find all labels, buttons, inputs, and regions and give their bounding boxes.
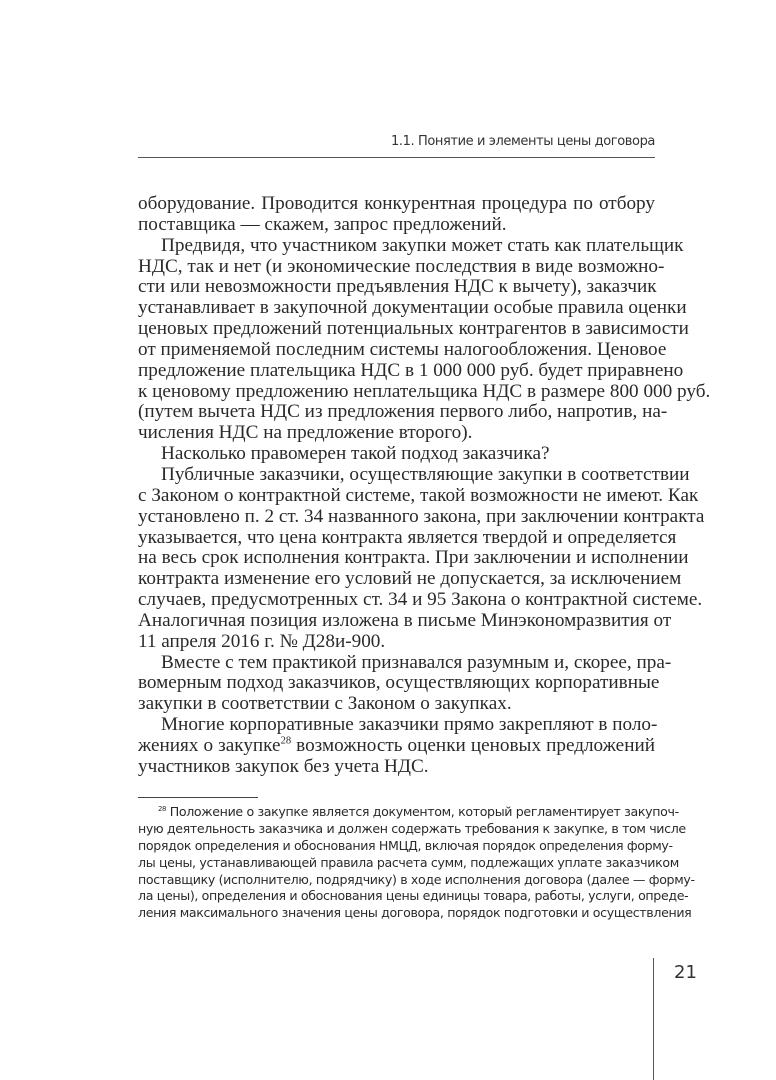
text-line: Многие корпоративные заказчики прямо закрепляют в поло-: [161, 714, 658, 736]
text-line: от применяемой последним системы налогообложения. Ценовое: [138, 338, 667, 360]
text-line: сти или невозможности предъявления НДС к вычету), заказчик: [138, 276, 657, 298]
text-line: числения НДС на предложение второго).: [138, 422, 473, 444]
text-line: (путем вычета НДС из предложения первого либо, напротив, на-: [138, 401, 668, 423]
text-line: вомерным подход заказчиков, осуществляющих корпоративные: [138, 672, 660, 694]
text-line: поставщика — скажем, запрос предложений.: [138, 213, 507, 235]
text-line: установлено п. 2 ст. 34 названного закона, при заключении контракта: [138, 505, 705, 527]
text-line: поставщику (исполнителю, подрядчику) в ходе исполнения договора (далее — форму-: [138, 871, 695, 887]
text-line: Предвидя, что участником закупки может стать как плательщик: [161, 234, 684, 256]
text-line: ления максимального значения цены договора, порядок подготовки и осуществления: [138, 905, 692, 921]
text-line: устанавливает в закупочной документации особые правила оценки: [138, 297, 687, 319]
text-line: контракта изменение его условий не допускается, за исключением: [138, 568, 682, 590]
text-line: 11 апреля 2016 г. № Д28и-900.: [138, 630, 386, 652]
text-line: Публичные заказчики, осуществляющие закупки в соответствии: [161, 463, 690, 485]
text-segment: Положение о закупке является документом, который регламентирует закупоч-: [166, 804, 679, 819]
text-line: ла цены), определения и обоснования цены единицы товара, работы, услуги, опреде-: [138, 888, 689, 904]
text-line: случаев, предусмотренных ст. 34 и 95 Закона о контрактной системе.: [138, 589, 703, 611]
text-line: с Законом о контрактной системе, такой возможности не имеют. Как: [138, 484, 699, 506]
page-number: 21: [674, 962, 697, 983]
paragraph: [138, 463, 705, 653]
text-line: лы цены, устанавливающей правила расчета сумм, подлежащих уплате заказчиком: [138, 854, 679, 870]
text-segment: жениях о закупке: [138, 734, 281, 756]
text-segment: возможность оценки ценовых предложений: [291, 734, 655, 756]
footnote-ref: 28: [158, 805, 167, 814]
text-line: [138, 804, 679, 821]
footnote-ref: 28: [280, 735, 292, 747]
page-number-rule: [653, 958, 654, 1080]
text-line: НДС, так и нет (и экономические последствия в виде возможно-: [138, 255, 665, 277]
paragraph: [138, 714, 658, 778]
text-line: Вместе с тем практикой признавался разумным и, скорее, пра-: [161, 651, 672, 673]
text-line: указывается, что цена контракта является твердой и определяется: [138, 526, 677, 548]
paragraph: [138, 194, 655, 236]
text-line: Насколько правомерен такой подход заказчика?: [161, 443, 550, 465]
paragraph: [138, 444, 655, 465]
text-line: ценовых предложений потенциальных контрагентов в зависимости: [138, 318, 689, 340]
running-head: 1.1. Понятие и элементы цены договора: [391, 134, 655, 149]
footnote-rule: [138, 797, 258, 798]
header-rule: [138, 157, 655, 158]
text-line: на весь срок исполнения контракта. При заключении и исполнении: [138, 547, 689, 569]
paragraph: [138, 651, 672, 716]
text-line: оборудование. Проводится конкурентная процедура по отбору: [138, 193, 655, 214]
text-line: к ценовому предложению неплательщика НДС в размере 800 000 руб.: [138, 380, 711, 402]
text-line: порядок определения и обоснования НМЦД, включая порядок определения форму-: [138, 837, 673, 853]
text-line: участников закупок без учета НДС.: [138, 755, 429, 777]
text-line: предложение плательщика НДС в 1 000 000 руб. будет приравнено: [138, 359, 684, 381]
footnote: [138, 804, 695, 922]
text-line: [138, 736, 655, 757]
paragraph: [138, 234, 711, 444]
text-line: ную деятельность заказчика и должен содержать требования к закупке, в том числе: [138, 820, 686, 836]
body-text: [138, 193, 711, 778]
text-line: Аналогичная позиция изложена в письме Минэкономразвития от: [138, 609, 672, 631]
text-line: закупки в соответствии с Законом о закупках.: [138, 693, 512, 715]
